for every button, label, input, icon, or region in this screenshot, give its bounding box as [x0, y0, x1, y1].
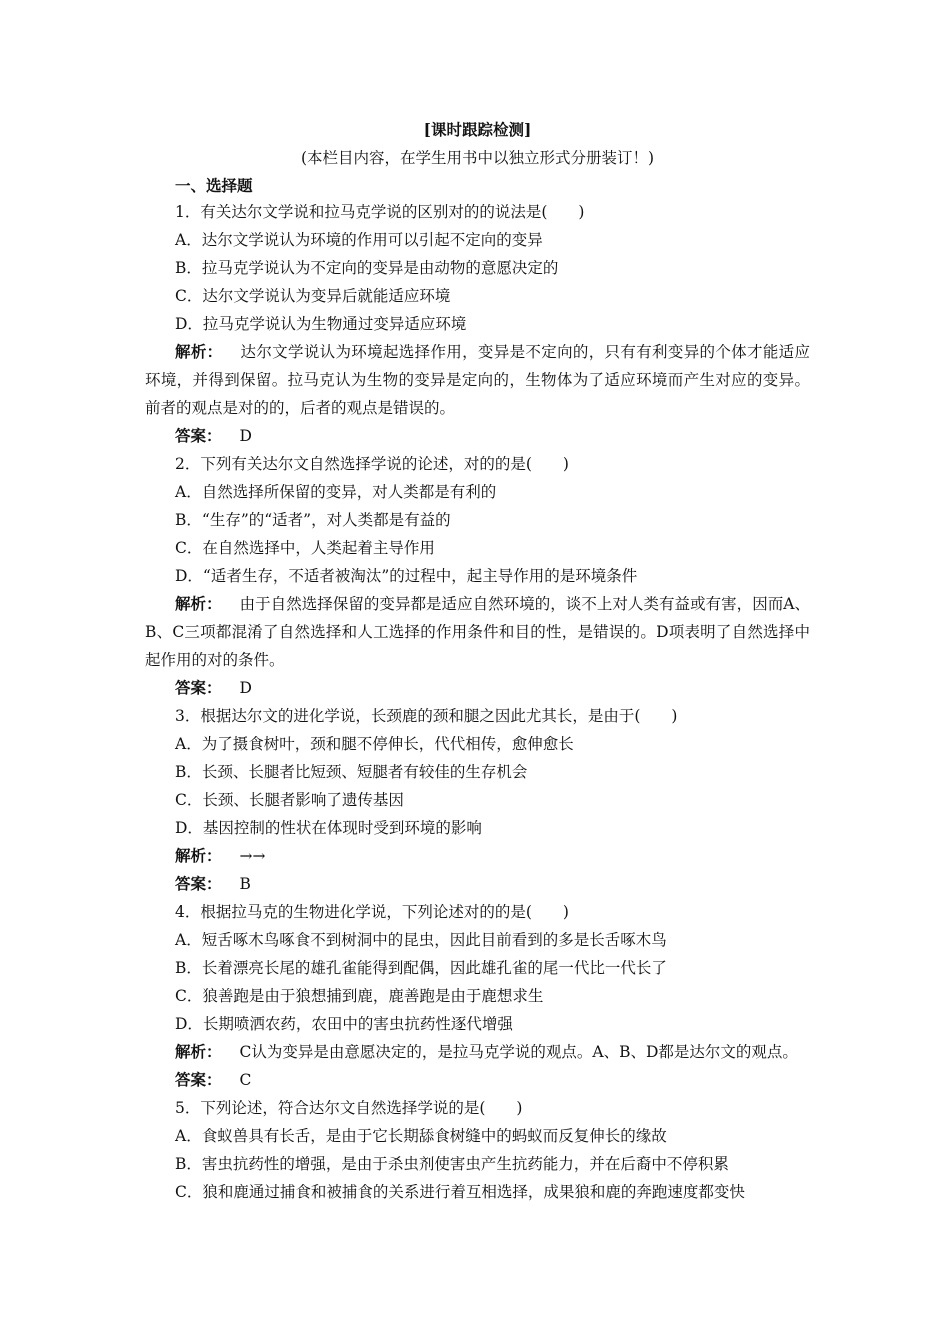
option-d: D．长期喷洒农药，农田中的害虫抗药性逐代增强	[175, 1015, 513, 1033]
option-b: B．害虫抗药性的增强，是由于杀虫剂使害虫产生抗药能力，并在后裔中不停积累	[175, 1155, 729, 1173]
question-stem: 3．根据达尔文的进化学说，长颈鹿的颈和腿之因此尤其长，是由于( )	[175, 707, 678, 725]
answer	[145, 422, 810, 450]
answer-label: 答案：	[175, 426, 222, 445]
answer-label: 答案：	[175, 678, 222, 697]
analysis-label: 解析：	[175, 594, 222, 613]
answer-value: C	[239, 1071, 252, 1089]
option-c: C．达尔文学说认为变异后就能适应环境	[175, 287, 451, 305]
answer	[145, 870, 810, 898]
answer-value: D	[239, 427, 252, 445]
question-1	[145, 198, 810, 450]
option-b: B．长着漂亮长尾的雄孔雀能得到配偶，因此雄孔雀的尾一代比一代长了	[175, 959, 667, 977]
question-stem: 5．下列论述，符合达尔文自然选择学说的是( )	[175, 1099, 523, 1117]
analysis-text: 达尔文学说认为环境起选择作用，变异是不定向的，只有有利变异的个体才能适应环境，并得到保留。拉马克认为生物的变异是定向的，生物体为了适应环境而产生对应的变异。前者的观点是对的的，后者的观点是错误的。	[145, 343, 810, 417]
question-stem: 2．下列有关达尔文自然选择学说的论述，对的的是( )	[175, 455, 569, 473]
option-c: C．在自然选择中，人类起着主导作用	[175, 539, 435, 557]
answer-label: 答案：	[175, 1070, 222, 1089]
analysis-label: 解析：	[175, 846, 222, 865]
option-d: D．基因控制的性状在体现时受到环境的影响	[175, 819, 482, 837]
analysis-text: C认为变异是由意愿决定的，是拉马克学说的观点。A、B、D都是达尔文的观点。	[239, 1043, 798, 1061]
analysis-label: 解析：	[175, 1042, 222, 1061]
page-title: [课时跟踪检测]	[423, 120, 532, 139]
option-a: A．短舌啄木鸟啄食不到树洞中的昆虫，因此目前看到的多是长舌啄木鸟	[175, 931, 667, 949]
option-b: B．“生存”的“适者”，对人类都是有益的	[175, 511, 451, 529]
question-3	[145, 702, 810, 898]
section-heading: 一、选择题	[175, 176, 253, 195]
question-5	[145, 1094, 810, 1206]
question-stem: 4．根据拉马克的生物进化学说，下列论述对的的是( )	[175, 903, 569, 921]
option-a: A．食蚁兽具有长舌，是由于它长期舔食树缝中的蚂蚁而反复伸长的缘故	[175, 1127, 667, 1145]
option-c: C．狼善跑是由于狼想捕到鹿，鹿善跑是由于鹿想求生	[175, 987, 544, 1005]
question-4	[145, 898, 810, 1094]
answer-value: B	[239, 875, 251, 893]
option-c: C．狼和鹿通过捕食和被捕食的关系进行着互相选择，成果狼和鹿的奔跑速度都变快	[175, 1183, 745, 1201]
answer-value: D	[239, 679, 252, 697]
option-b: B．拉马克学说认为不定向的变异是由动物的意愿决定的	[175, 259, 559, 277]
analysis-label: 解析：	[175, 342, 223, 361]
option-d: D．拉马克学说认为生物通过变异适应环境	[175, 315, 467, 333]
answer-label: 答案：	[175, 874, 222, 893]
option-b: B．长颈、长腿者比短颈、短腿者有较佳的生存机会	[175, 763, 528, 781]
question-2	[145, 450, 810, 702]
option-d: D．“适者生存，不适者被淘汰”的过程中，起主导作用的是环境条件	[175, 567, 638, 585]
answer	[145, 674, 810, 702]
question-stem: 1．有关达尔文学说和拉马克学说的区别对的的说法是( )	[175, 203, 585, 221]
analysis	[145, 590, 810, 674]
analysis	[145, 1038, 810, 1066]
analysis	[145, 338, 810, 422]
answer	[145, 1066, 810, 1094]
analysis-text: 由于自然选择保留的变异都是适应自然环境的，谈不上对人类有益或有害，因而A、B、C三项都混淆了自然选择和人工选择的作用条件和目的性，是错误的。D项表明了自然选择中起作用的对的条件。	[145, 595, 810, 669]
analysis	[145, 842, 810, 870]
option-c: C．长颈、长腿者影响了遗传基因	[175, 791, 404, 809]
option-a: A．达尔文学说认为环境的作用可以引起不定向的变异	[175, 231, 543, 249]
document-page	[145, 118, 810, 1206]
option-a: A．为了摄食树叶，颈和腿不停伸长，代代相传，愈伸愈长	[175, 735, 574, 753]
option-a: A．自然选择所保留的变异，对人类都是有利的	[175, 483, 497, 501]
analysis-text: →→	[239, 847, 266, 865]
page-subtitle: (本栏目内容，在学生用书中以独立形式分册装订！)	[300, 149, 655, 167]
